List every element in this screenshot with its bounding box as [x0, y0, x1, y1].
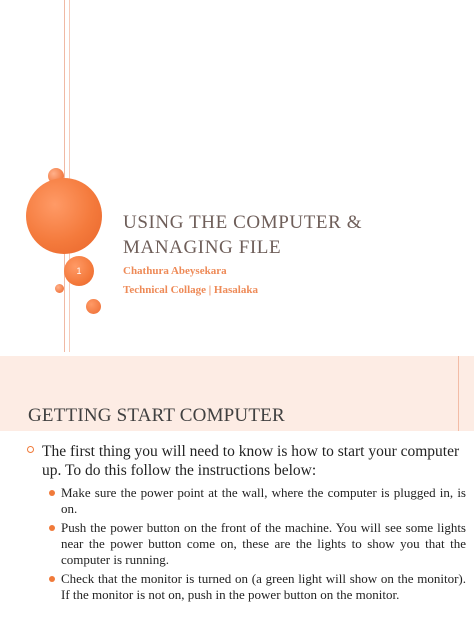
decorative-line [69, 0, 70, 352]
author-name: Chathura Abeysekara [123, 265, 227, 277]
decorative-circle-large [26, 178, 102, 254]
slide-body [26, 442, 466, 606]
slide-number: 1 [76, 266, 82, 276]
slide-heading: GETTING START COMPUTER [28, 405, 285, 426]
dot-bullet-icon [49, 525, 55, 531]
intro-text: The first thing you will need to know is how to start your computer up. To do this follow the instructions below: [42, 443, 460, 479]
dot-bullet-icon [49, 576, 55, 582]
decorative-circle [55, 284, 64, 293]
decorative-line [64, 0, 65, 352]
slide-title: USING THE COMPUTER & MANAGING FILE [123, 212, 363, 258]
content-slide [0, 356, 474, 632]
step-text: Make sure the power point at the wall, where the computer is plugged in, is on. [61, 485, 466, 516]
step-text: Check that the monitor is turned on (a green light will show on the monitor). If the monitor is not on, push in the power button on the monitor. [61, 571, 466, 602]
decorative-circle [86, 299, 101, 314]
dot-bullet-icon [49, 490, 55, 496]
slide-number-badge [64, 256, 94, 286]
list-item [26, 571, 466, 603]
bullet-intro [26, 442, 466, 480]
list-item [26, 485, 466, 517]
ring-bullet-icon [27, 446, 34, 453]
decorative-line [458, 356, 459, 431]
institution-name: Technical Collage | Hasalaka [123, 284, 258, 296]
list-item [26, 520, 466, 568]
step-text: Push the power button on the front of the machine. You will see some lights near the power button come on, these are the lights to show you that the computer is running. [61, 520, 466, 567]
